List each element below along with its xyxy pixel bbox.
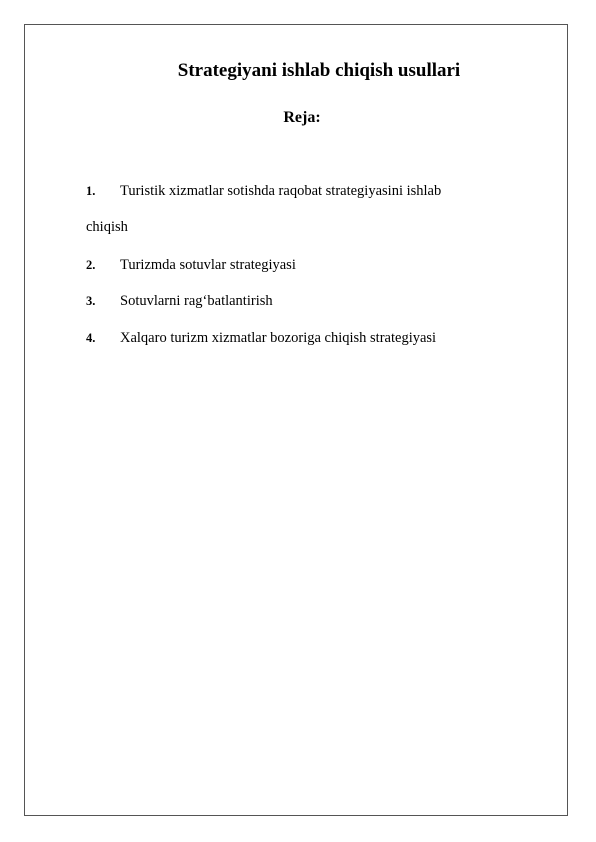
plan-item-3 bbox=[86, 291, 273, 311]
plan-item-4 bbox=[86, 328, 436, 348]
plan-item-1 bbox=[86, 181, 441, 201]
plan-item-number: 2. bbox=[86, 258, 96, 272]
plan-item-2 bbox=[86, 255, 296, 275]
page-frame bbox=[24, 24, 568, 816]
plan-item-1-continuation: chiqish bbox=[86, 219, 128, 235]
plan-item-text: Sotuvlarni rag‘batlantirish bbox=[120, 293, 273, 309]
plan-item-text: Turizmda sotuvlar strategiyasi bbox=[120, 257, 296, 273]
plan-item-number: 3. bbox=[86, 294, 96, 308]
plan-item-text: Turistik xizmatlar sotishda raqobat strategiyasini ishlab bbox=[120, 183, 442, 199]
document-title: Strategiyani ishlab chiqish usullari bbox=[177, 60, 461, 81]
plan-heading: Reja: bbox=[283, 109, 321, 126]
plan-item-number: 1. bbox=[86, 184, 96, 198]
plan-item-text: Xalqaro turizm xizmatlar bozoriga chiqish strategiyasi bbox=[120, 330, 437, 346]
plan-item-number: 4. bbox=[86, 331, 96, 345]
